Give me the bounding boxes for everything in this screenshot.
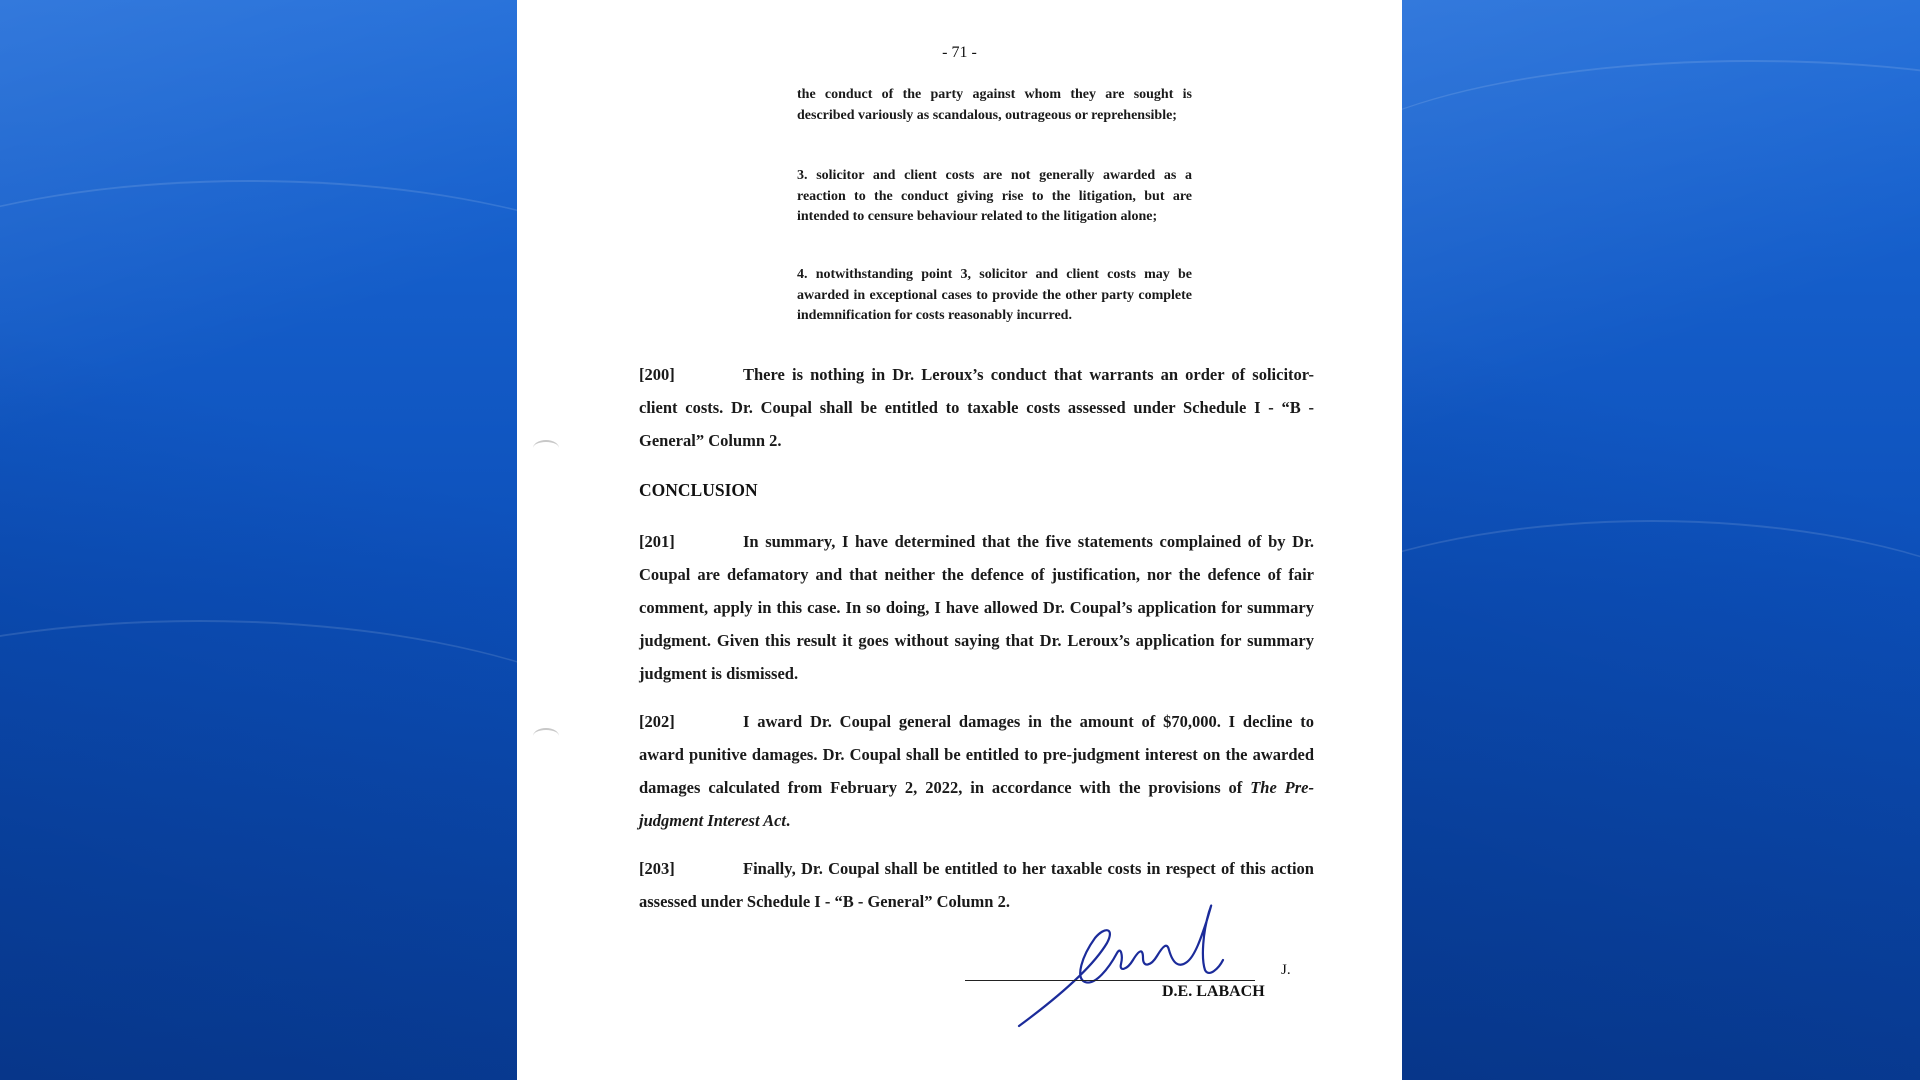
paragraph-number: [202]	[639, 712, 675, 731]
paragraph-number: [203]	[639, 859, 675, 878]
paragraph-text: There is nothing in Dr. Leroux’s conduct that warrants an order of solicitor-client costs. Dr. Coupal shall be entitled to taxable costs assessed under Schedule I - “B - General” Column 2.	[639, 365, 1314, 450]
signature-suffix: J.	[1281, 962, 1291, 978]
handwritten-signature	[997, 898, 1297, 1033]
paragraph-text: I award Dr. Coupal general damages in the amount of $70,000. I decline to award punitive damages. Dr. Coupal shall be entitled to pre-judgment interest on the awarded damages calculated from February 2, 2022, in accordance with the provisions of	[639, 712, 1314, 797]
paragraph-text: Finally, Dr. Coupal shall be entitled to her taxable costs in respect of this action assessed under Schedule I - “B - General” Column 2.	[639, 859, 1314, 911]
signature-line	[965, 980, 1255, 981]
paragraph-text: In summary, I have determined that the five statements complained of by Dr. Coupal are defamatory and that neither the defence of justification, nor the defence of fair comment, apply in this case. In so doing, I have allowed Dr. Coupal’s application for summary judgment. Given this result it goes without saying that Dr. Leroux’s application for summary judgment is dismissed.	[639, 532, 1314, 683]
page-number: - 71 -	[942, 44, 977, 61]
paragraph-number: [200]	[639, 365, 675, 384]
quote-item: 3. solicitor and client costs are not generally awarded as a reaction to the conduct giving rise to the litigation, but are intended to censure behaviour related to the litigation alone;	[797, 168, 1192, 224]
paragraph-201	[639, 525, 1314, 690]
hole-punch-mark	[533, 440, 559, 456]
paragraph-200	[639, 358, 1314, 457]
paragraph-number: [201]	[639, 532, 675, 551]
section-heading: CONCLUSION	[639, 480, 758, 500]
paragraph-202	[639, 705, 1314, 837]
judge-name: D.E. LABACH	[1162, 983, 1265, 1000]
quote-item: the conduct of the party against whom they are sought is described variously as scandalous, outrageous or reprehensible;	[797, 87, 1192, 123]
background-left	[0, 0, 517, 1080]
hole-punch-mark	[533, 728, 559, 744]
quote-item: 4. notwithstanding point 3, solicitor and client costs may be awarded in exceptional cases to provide the other party complete indemnification for costs reasonably incurred.	[797, 267, 1192, 323]
act-title: The Pre-judgment Interest Act	[639, 778, 1314, 830]
background-right	[1402, 0, 1920, 1080]
document-page	[517, 0, 1402, 1080]
paragraph-text-end: .	[786, 811, 791, 830]
